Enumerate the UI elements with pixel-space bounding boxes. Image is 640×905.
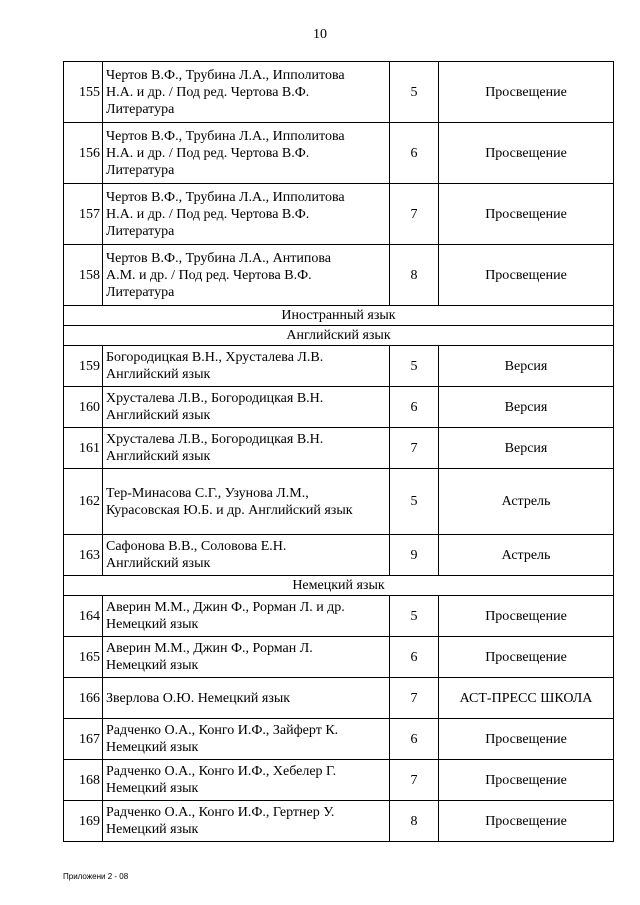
- authors-line: Зверлова О.Ю. Немецкий язык: [106, 690, 291, 706]
- section-title: Английский язык: [64, 326, 614, 346]
- authors-line: Радченко О.А., Конго И.Ф., Зайферт К.: [106, 723, 339, 738]
- row-number: 165: [64, 637, 103, 678]
- authors-cell: [103, 346, 390, 387]
- publisher-cell: Просвещение: [439, 184, 614, 245]
- row-number: 158: [64, 245, 103, 306]
- row-number: 166: [64, 678, 103, 719]
- section-title: Немецкий язык: [64, 576, 614, 596]
- grade-cell: 6: [390, 637, 439, 678]
- authors-line: Н.А. и др. / Под ред. Чертова В.Ф.: [106, 206, 310, 222]
- publisher-cell: Просвещение: [439, 596, 614, 637]
- authors-line: Английский язык: [106, 367, 211, 382]
- authors-line: Аверин М.М., Джин Ф., Рорман Л.: [106, 641, 313, 656]
- row-number: 167: [64, 719, 103, 760]
- authors-line: Н.А. и др. / Под ред. Чертова В.Ф.: [106, 84, 310, 100]
- table-row: [64, 346, 614, 387]
- grade-cell: 7: [390, 428, 439, 469]
- authors-line: Радченко О.А., Конго И.Ф., Гертнер У.: [106, 805, 335, 820]
- footer-note: Приложени 2 - 08: [63, 872, 129, 881]
- row-number: 164: [64, 596, 103, 637]
- table-row: [64, 62, 614, 123]
- grade-cell: 5: [390, 596, 439, 637]
- grade-cell: 9: [390, 535, 439, 576]
- section-header-row: [64, 576, 614, 596]
- publisher-cell: Версия: [439, 387, 614, 428]
- authors-line: Курасовская Ю.Б. и др. Английский язык: [106, 502, 353, 518]
- grade-cell: 8: [390, 801, 439, 842]
- table-row: [64, 678, 614, 719]
- authors-cell: [103, 245, 390, 306]
- authors-cell: [103, 678, 390, 719]
- grade-cell: 7: [390, 184, 439, 245]
- page-number: 10: [313, 27, 327, 42]
- authors-line: Литература: [106, 162, 175, 178]
- publisher-cell: Просвещение: [439, 637, 614, 678]
- publisher-cell: Просвещение: [439, 245, 614, 306]
- grade-cell: 6: [390, 387, 439, 428]
- authors-cell: [103, 637, 390, 678]
- authors-cell: [103, 62, 390, 123]
- authors-line: Немецкий язык: [106, 781, 199, 796]
- grade-cell: 7: [390, 678, 439, 719]
- authors-line: Хрусталева Л.В., Богородицкая В.Н.: [106, 432, 324, 447]
- authors-line: Литература: [106, 284, 175, 300]
- table-row: [64, 123, 614, 184]
- publisher-cell: АСТ-ПРЕСС ШКОЛА: [439, 678, 614, 719]
- publisher-cell: Просвещение: [439, 801, 614, 842]
- authors-line: Немецкий язык: [106, 617, 199, 632]
- grade-cell: 8: [390, 245, 439, 306]
- row-number: 163: [64, 535, 103, 576]
- authors-cell: [103, 719, 390, 760]
- grade-cell: 7: [390, 760, 439, 801]
- grade-cell: 6: [390, 719, 439, 760]
- authors-line: Английский язык: [106, 408, 211, 423]
- authors-line: Чертов В.Ф., Трубина Л.А., Ипполитова: [106, 189, 345, 205]
- authors-line: Английский язык: [106, 449, 211, 464]
- row-number: 168: [64, 760, 103, 801]
- publisher-cell: Астрель: [439, 535, 614, 576]
- authors-line: Немецкий язык: [106, 822, 199, 837]
- textbook-table: [63, 61, 614, 842]
- authors-line: Литература: [106, 101, 175, 117]
- publisher-cell: Астрель: [439, 469, 614, 535]
- publisher-cell: Просвещение: [439, 719, 614, 760]
- row-number: 159: [64, 346, 103, 387]
- authors-line: Литература: [106, 223, 175, 239]
- publisher-cell: Просвещение: [439, 760, 614, 801]
- row-number: 155: [64, 62, 103, 123]
- table-row: [64, 637, 614, 678]
- table-row: [64, 245, 614, 306]
- row-number: 157: [64, 184, 103, 245]
- authors-line: Богородицкая В.Н., Хрусталева Л.В.: [106, 350, 324, 365]
- section-header-row: [64, 326, 614, 346]
- authors-cell: [103, 535, 390, 576]
- table-row: [64, 387, 614, 428]
- section-header-row: [64, 306, 614, 326]
- row-number: 162: [64, 469, 103, 535]
- grade-cell: 5: [390, 469, 439, 535]
- authors-line: Немецкий язык: [106, 658, 199, 673]
- authors-cell: [103, 428, 390, 469]
- authors-line: А.М. и др. / Под ред. Чертова В.Ф.: [106, 267, 312, 283]
- publisher-cell: Просвещение: [439, 62, 614, 123]
- table-row: [64, 760, 614, 801]
- table-row: [64, 596, 614, 637]
- grade-cell: 6: [390, 123, 439, 184]
- row-number: 160: [64, 387, 103, 428]
- authors-cell: [103, 596, 390, 637]
- publisher-cell: Просвещение: [439, 123, 614, 184]
- section-title: Иностранный язык: [64, 306, 614, 326]
- table-row: [64, 535, 614, 576]
- authors-cell: [103, 801, 390, 842]
- row-number: 169: [64, 801, 103, 842]
- authors-line: Н.А. и др. / Под ред. Чертова В.Ф.: [106, 145, 310, 161]
- table-row: [64, 184, 614, 245]
- table-row: [64, 719, 614, 760]
- authors-cell: [103, 469, 390, 535]
- row-number: 161: [64, 428, 103, 469]
- authors-line: Аверин М.М., Джин Ф., Рорман Л. и др.: [106, 600, 345, 615]
- authors-cell: [103, 123, 390, 184]
- row-number: 156: [64, 123, 103, 184]
- table-row: [64, 469, 614, 535]
- grade-cell: 5: [390, 62, 439, 123]
- authors-line: Английский язык: [106, 556, 211, 571]
- authors-cell: [103, 387, 390, 428]
- authors-line: Немецкий язык: [106, 740, 199, 755]
- authors-line: Сафонова В.В., Соловова Е.Н.: [106, 539, 287, 554]
- authors-line: Хрусталева Л.В., Богородицкая В.Н.: [106, 391, 324, 406]
- publisher-cell: Версия: [439, 428, 614, 469]
- table-row: [64, 428, 614, 469]
- authors-cell: [103, 760, 390, 801]
- authors-line: Тер-Минасова С.Г., Узунова Л.М.,: [106, 485, 309, 501]
- publisher-cell: Версия: [439, 346, 614, 387]
- table-row: [64, 801, 614, 842]
- authors-line: Чертов В.Ф., Трубина Л.А., Антипова: [106, 250, 331, 266]
- authors-line: Радченко О.А., Конго И.Ф., Хебелер Г.: [106, 764, 337, 779]
- grade-cell: 5: [390, 346, 439, 387]
- authors-cell: [103, 184, 390, 245]
- authors-line: Чертов В.Ф., Трубина Л.А., Ипполитова: [106, 67, 345, 83]
- authors-line: Чертов В.Ф., Трубина Л.А., Ипполитова: [106, 128, 345, 144]
